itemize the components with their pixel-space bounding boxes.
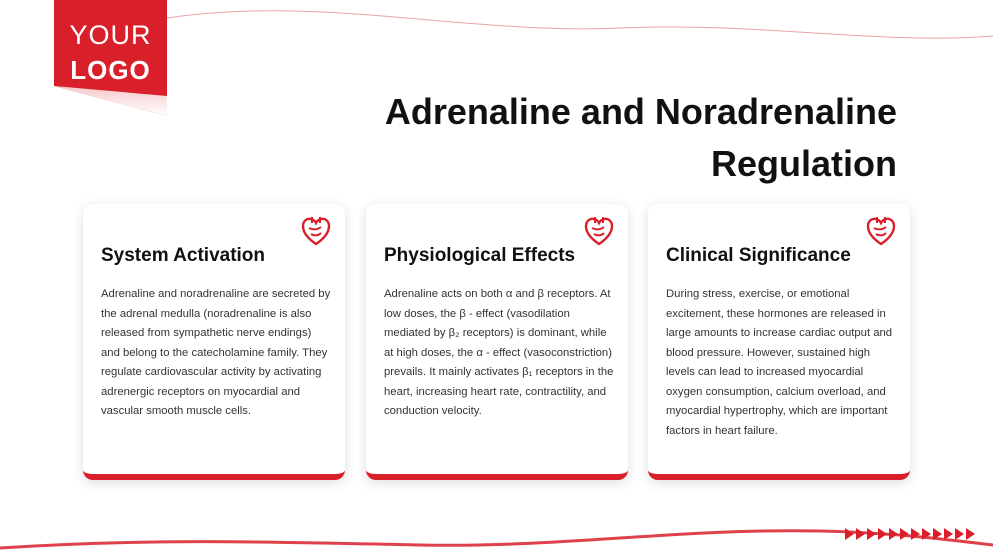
card-title: Physiological Effects — [384, 245, 576, 266]
arrow-right-icon — [966, 528, 975, 540]
heart-icon — [301, 214, 331, 246]
card-title: System Activation — [101, 245, 266, 266]
arrow-right-icon — [911, 528, 920, 540]
arrow-right-icon — [878, 528, 887, 540]
arrow-right-icon — [900, 528, 909, 540]
card-physiological-effects — [366, 204, 628, 480]
card-body: During stress, exercise, or emotional excitement, these hormones are released in large amounts to increase cardiac output and blood pressure. However, sustained high levels can lead to increased myocardial oxygen consumption, calcium overload, and myocardial hypertrophy, which are important factors in heart failure. — [666, 288, 893, 437]
logo — [54, 0, 167, 116]
arrow-right-icon — [955, 528, 964, 540]
card-system-activation — [83, 204, 345, 480]
decorative-arrows — [845, 528, 975, 542]
arrow-right-icon — [944, 528, 953, 540]
arrow-right-icon — [856, 528, 865, 540]
arrow-right-icon — [933, 528, 942, 540]
page-title: Adrenaline and Noradrenaline Regulation — [384, 91, 897, 184]
arrow-right-icon — [889, 528, 898, 540]
card-title: Clinical Significance — [666, 245, 851, 266]
card-body: Adrenaline acts on both α and β receptors. At low doses, the β - effect (vasodilation mediated by β₂ receptors) is dominant, while at high doses, the α - effect (vasoconstriction) prevails. It mainly activates β₁ receptors in the heart, increasing heart rate, contractility, and conduction velocity. — [384, 288, 614, 417]
card-clinical-significance — [648, 204, 910, 480]
arrow-right-icon — [922, 528, 931, 540]
arrow-right-icon — [867, 528, 876, 540]
logo-line-2: LOGO — [70, 55, 151, 85]
card-body: Adrenaline and noradrenaline are secreted by the adrenal medulla (noradrenaline is also released from sympathetic nerve endings) and belong to the catecholamine family. They regulate cardiovascular activity by activating adrenergic receptors on myocardial and vascular smooth muscle cells. — [101, 288, 331, 417]
arrow-right-icon — [845, 528, 854, 540]
logo-line-1: YOUR — [69, 20, 152, 50]
heart-icon — [866, 214, 896, 246]
heart-icon — [584, 214, 614, 246]
